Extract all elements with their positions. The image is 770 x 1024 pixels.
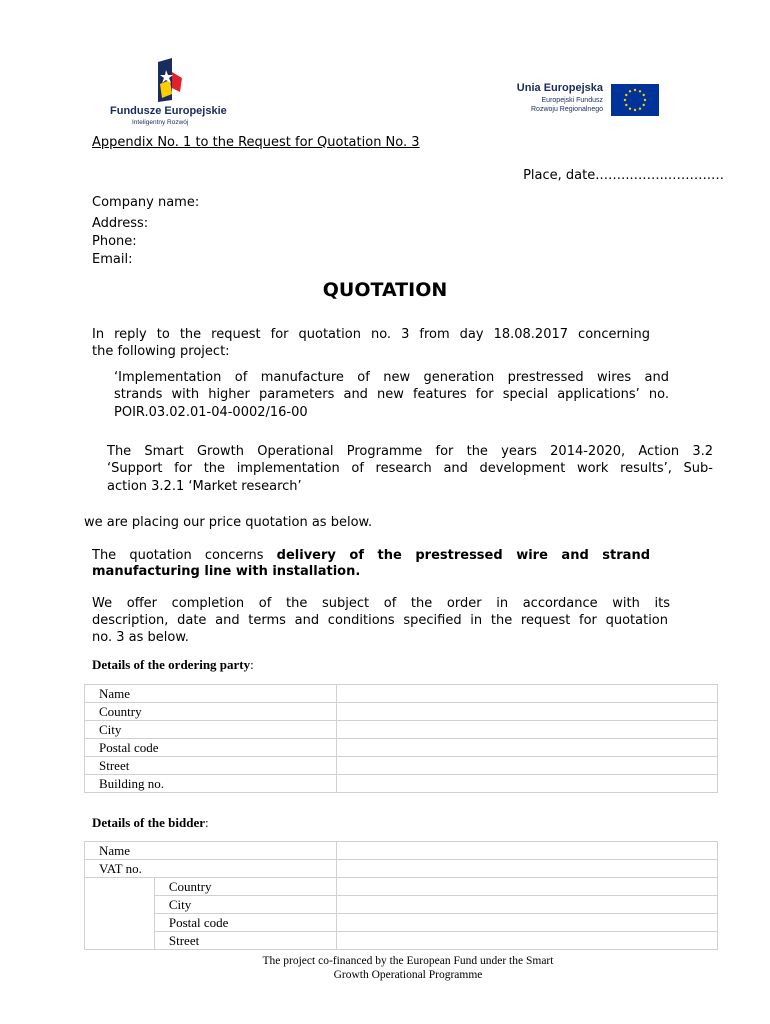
table-row (85, 896, 718, 914)
eu-flag-icon (611, 84, 659, 116)
appendix-reference: Appendix No. 1 to the Request for Quotation No. 3 (92, 135, 420, 150)
page-title: QUOTATION (322, 279, 448, 301)
project-line-2: strands with higher parameters and new features for special applications’ no. (114, 387, 669, 402)
bidder-name-label: Name (85, 842, 337, 860)
ordering-party-heading-colon: : (250, 657, 254, 672)
table-row (85, 775, 718, 793)
eu-title: Unia Europejska (516, 82, 603, 94)
fundusze-title: Fundusze Europejskie (110, 105, 227, 117)
ordering-street-label: Street (85, 757, 337, 775)
fundusze-europejskie-logo (100, 58, 240, 130)
address-label: Address: (92, 216, 149, 231)
bidder-name-value[interactable] (337, 842, 718, 860)
project-line-3: POIR.03.02.01-04-0002/16-00 (114, 405, 308, 420)
table-row (85, 842, 718, 860)
reply-line-1: In reply to the request for quotation no. 3 from day 18.08.2017 concerning (92, 327, 650, 342)
ordering-city-value[interactable] (337, 721, 718, 739)
table-row (85, 721, 718, 739)
table-row (85, 703, 718, 721)
ordering-party-table (84, 684, 718, 793)
eu-subtitle-line1: Europejski Fundusz (541, 97, 603, 104)
bidder-street-value[interactable] (337, 932, 718, 950)
concerns-line-1 (92, 547, 650, 564)
concerns-bold-1: delivery of the prestressed wire and strand (276, 548, 651, 563)
table-row (85, 932, 718, 950)
fundusze-subtitle: Inteligentny Rozwój (132, 119, 189, 126)
ordering-party-heading (92, 657, 254, 673)
table-row (85, 739, 718, 757)
eu-subtitle-line2: Rozwoju Regionalnego (531, 106, 603, 113)
bidder-table (84, 841, 718, 950)
offer-line-1: We offer completion of the subject of the order in accordance with its (92, 596, 670, 611)
bidder-heading-colon: : (205, 815, 209, 830)
bidder-city-label: City (154, 896, 336, 914)
place-date-field: Place, date.……..……..……….… (523, 168, 724, 183)
ordering-name-label: Name (85, 685, 337, 703)
bidder-postal-label: Postal code (154, 914, 336, 932)
footer-line-1: The project co-financed by the European Fund under the Smart (262, 955, 554, 967)
table-row (85, 878, 718, 896)
placing-statement: we are placing our price quotation as below. (84, 515, 373, 530)
bidder-heading (92, 815, 209, 831)
ordering-postal-value[interactable] (337, 739, 718, 757)
offer-line-2: description, date and terms and conditions specified in the request for quotation (92, 613, 668, 628)
email-label: Email: (92, 252, 133, 267)
table-row (85, 757, 718, 775)
ordering-party-heading-text: Details of the ordering party (92, 657, 251, 672)
bidder-vat-label: VAT no. (85, 860, 337, 878)
ordering-street-value[interactable] (337, 757, 718, 775)
ordering-name-value[interactable] (337, 685, 718, 703)
table-row (85, 860, 718, 878)
ordering-country-label: Country (85, 703, 337, 721)
concerns-bold-2: manufacturing line with installation. (92, 564, 361, 579)
unia-europejska-logo (505, 82, 665, 118)
footer-line-2: Growth Operational Programme (333, 969, 483, 981)
ordering-postal-label: Postal code (85, 739, 337, 757)
bidder-city-value[interactable] (337, 896, 718, 914)
bidder-heading-text: Details of the bidder (92, 815, 206, 830)
company-name-label: Company name: (92, 195, 200, 210)
fundusze-emblem-icon (152, 58, 188, 104)
bidder-vat-value[interactable] (337, 860, 718, 878)
table-row (85, 914, 718, 932)
offer-line-3: no. 3 as below. (92, 630, 189, 645)
bidder-postal-value[interactable] (337, 914, 718, 932)
bidder-street-label: Street (154, 932, 336, 950)
bidder-address-group (85, 878, 155, 950)
ordering-country-value[interactable] (337, 703, 718, 721)
programme-line-2: ‘Support for the implementation of research and development work results’, Sub- (107, 461, 713, 476)
bidder-country-value[interactable] (337, 878, 718, 896)
programme-line-3: action 3.2.1 ‘Market research’ (107, 479, 302, 494)
reply-line-2: the following project: (92, 344, 230, 359)
ordering-city-label: City (85, 721, 337, 739)
table-row (85, 685, 718, 703)
phone-label: Phone: (92, 234, 137, 249)
programme-line-1: The Smart Growth Operational Programme for the years 2014-2020, Action 3.2 (107, 444, 713, 459)
project-line-1: ‘Implementation of manufacture of new generation prestressed wires and (114, 370, 669, 385)
ordering-building-value[interactable] (337, 775, 718, 793)
ordering-building-label: Building no. (85, 775, 337, 793)
bidder-country-label: Country (154, 878, 336, 896)
concerns-prefix: The quotation concerns (92, 548, 264, 563)
